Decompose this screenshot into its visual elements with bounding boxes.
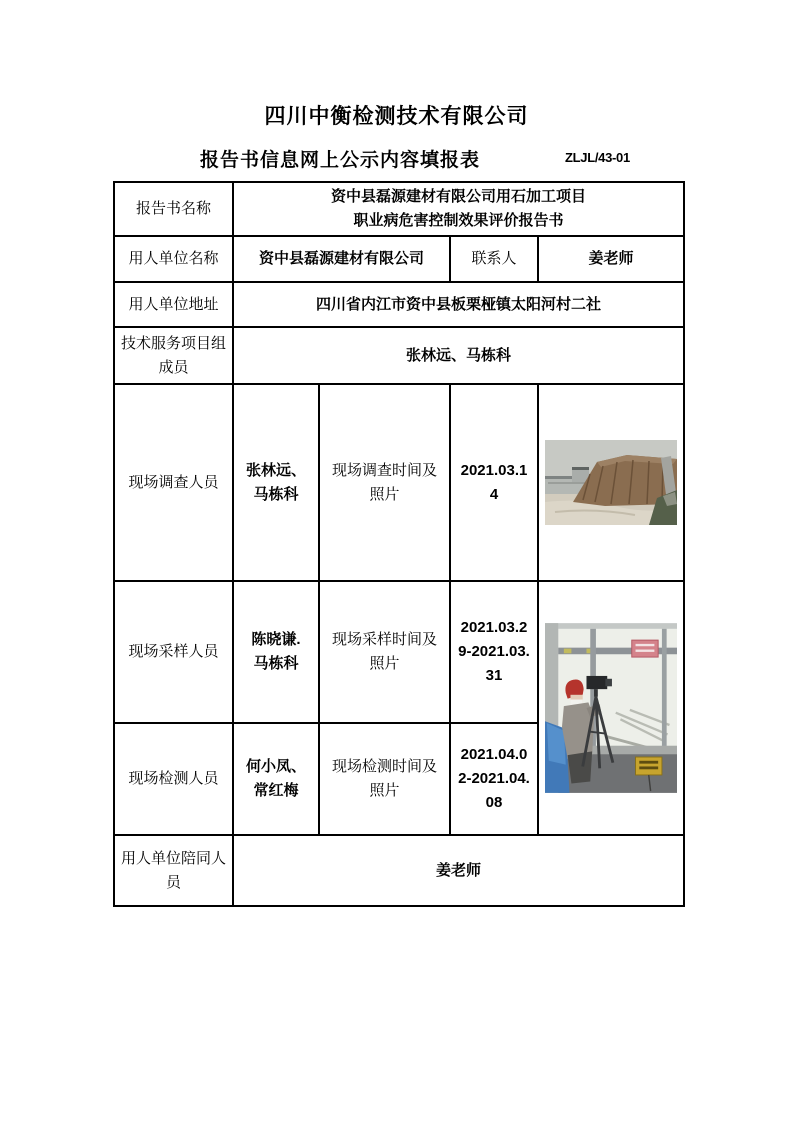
table-row-report-name	[114, 182, 684, 236]
report-name-value	[233, 182, 684, 236]
escort-value: 姜老师	[233, 835, 684, 906]
contact-value: 姜老师	[538, 236, 684, 282]
employer-name-value: 资中县磊源建材有限公司	[233, 236, 450, 282]
testing-personnel-label: 现场检测人员	[114, 723, 233, 835]
table-row-escort	[114, 835, 684, 906]
sampling-date: 2021.03.29-2021.03.31	[450, 581, 538, 723]
report-name-line1: 资中县磊源建材有限公司用石加工项目	[331, 188, 587, 205]
table-row-employer	[114, 236, 684, 282]
testing-time-label: 现场检测时间及照片	[319, 723, 450, 835]
team-label: 技术服务项目组成员	[114, 327, 233, 384]
sampling-personnel-label: 现场采样人员	[114, 581, 233, 723]
sampling-time-label: 现场采样时间及照片	[319, 581, 450, 723]
company-title: 四川中衡检测技术有限公司	[264, 105, 529, 128]
contact-label: 联系人	[450, 236, 538, 282]
survey-personnel-label: 现场调查人员	[114, 384, 233, 581]
survey-personnel-names: 张林远、 马栋科	[233, 384, 319, 581]
table-row-sampling	[114, 581, 684, 723]
survey-time-label: 现场调查时间及照片	[319, 384, 450, 581]
table-row-address	[114, 282, 684, 327]
table-row-team	[114, 327, 684, 384]
escort-label: 用人单位陪同人员	[114, 835, 233, 906]
sampling-testing-photo-cell	[538, 581, 684, 835]
report-name-label: 报告书名称	[114, 182, 233, 236]
survey-site-photo	[545, 440, 677, 525]
survey-photo-cell	[538, 384, 684, 581]
employer-address-value: 四川省内江市资中县板栗桠镇太阳河村二社	[233, 282, 684, 327]
employer-name-label: 用人单位名称	[114, 236, 233, 282]
sampling-photo	[545, 618, 677, 798]
testing-personnel-names: 何小凤、 常红梅	[233, 723, 319, 835]
sampling-personnel-names: 陈晓谦. 马栋科	[233, 581, 319, 723]
form-code: ZLJL/43-01	[565, 150, 630, 165]
table-row-survey	[114, 384, 684, 581]
report-info-table	[113, 181, 685, 907]
team-members-value: 张林远、马栋科	[233, 327, 684, 384]
report-name-line2: 职业病危害控制效果评价报告书	[353, 212, 564, 229]
survey-date: 2021.03.14	[450, 384, 538, 581]
employer-address-label: 用人单位地址	[114, 282, 233, 327]
form-title: 报告书信息网上公示内容填报表	[199, 150, 480, 171]
testing-date: 2021.04.02-2021.04.08	[450, 723, 538, 835]
